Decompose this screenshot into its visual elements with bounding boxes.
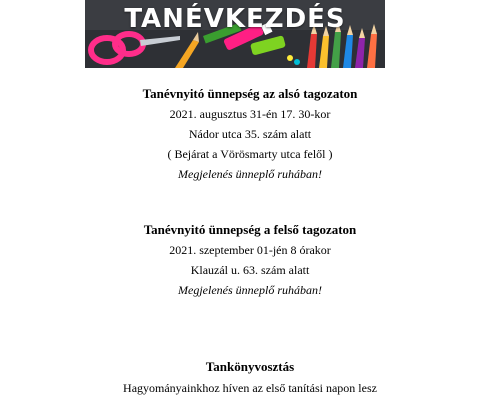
dress-code: Megjelenés ünneplő ruhában! [178,283,322,297]
textbook-distribution-section [0,357,500,398]
dress-code: Megjelenés ünneplő ruhában! [178,167,322,181]
event-address: Nádor utca 35. szám alatt [188,127,312,141]
header-banner-image [85,0,385,68]
section-heading: Tanévnyitó ünnepség a felső tagozaton [143,222,357,237]
upper-grade-opening-section [0,220,500,300]
section-heading: Tanévnyitó ünnepség az alsó tagozaton [142,86,358,101]
banner-title: TANÉVKEZDÉS [124,4,346,34]
lower-grade-opening-section [0,84,500,184]
section-text: Hagyományainkhoz híven az első tanítási napon lesz [123,381,377,395]
event-address: Klauzál u. 63. szám alatt [190,263,310,277]
event-date: 2021. augusztus 31-én 17. 30-kor [169,107,331,121]
section-heading: Tankönyvosztás [205,359,295,374]
event-date: 2021. szeptember 01-jén 8 órakor [169,243,331,257]
event-entrance: ( Bejárat a Vörösmarty utca felől ) [167,147,333,161]
